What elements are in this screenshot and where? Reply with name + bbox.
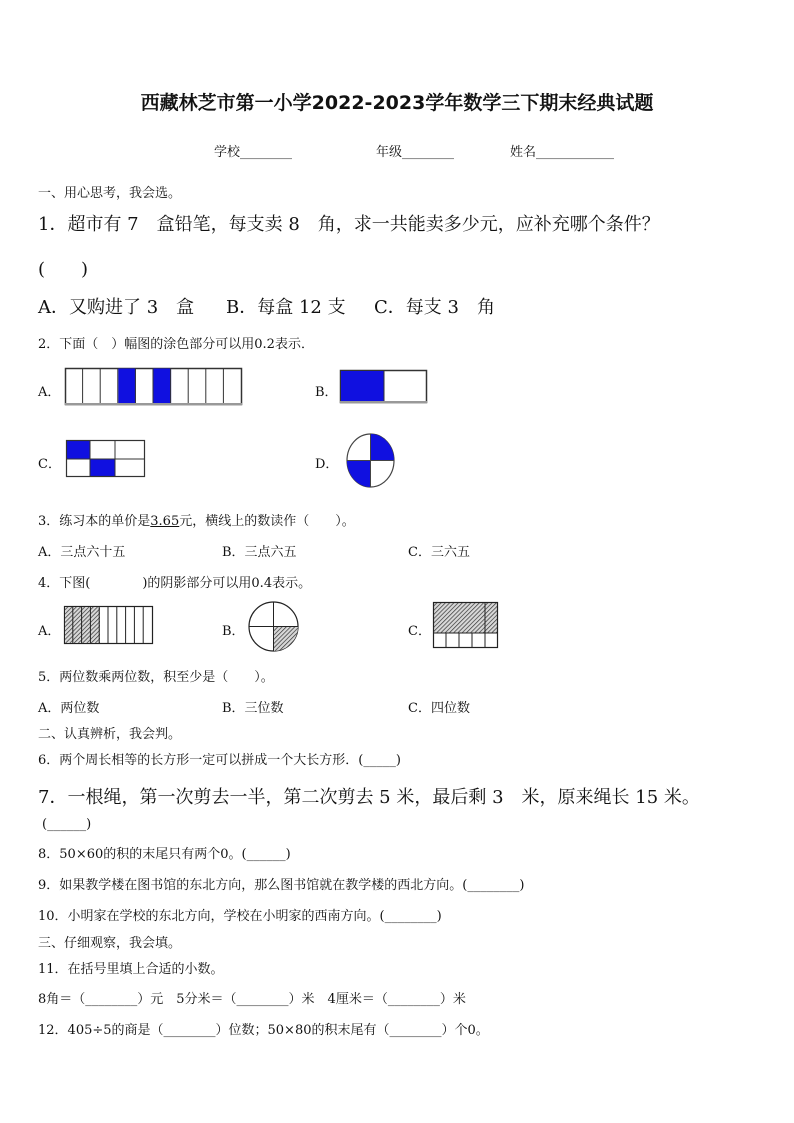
question-1-option-a: A．又购进了 3 盒: [38, 297, 195, 318]
figure-2d-circle: [346, 433, 396, 489]
question-6-text: 6．两个周长相等的长方形一定可以拼成一个大长方形．(_____): [38, 753, 401, 768]
figure-4b-circle: [248, 601, 300, 653]
question-2-label-d: D．: [315, 457, 339, 472]
question-1-option-c: C．每支 3 角: [374, 297, 495, 318]
question-3-option-c: C．三六五: [408, 545, 470, 560]
question-4-label-a: A．: [38, 624, 61, 639]
question-9-text: 9．如果教学楼在图书馆的东北方向，那么图书馆就在教学楼的西北方向。(________): [38, 878, 525, 893]
question-10-text: 10．小明家在学校的东北方向，学校在小明家的西南方向。(________): [38, 909, 442, 924]
grade-field-label: 年级________: [376, 145, 455, 160]
question-3-underlined-value: 3.65: [150, 514, 180, 529]
school-field-label: 学校________: [214, 145, 293, 160]
figure-4a-strip: [64, 606, 154, 646]
question-2-label-c: C．: [38, 457, 61, 472]
question-4-label-c: C．: [408, 624, 431, 639]
figure-2a-ten-strip: [65, 368, 243, 406]
question-1-option-b: B．每盒 12 支: [226, 297, 346, 318]
question-3-text-pre: 3．练习本的单价是: [38, 514, 151, 529]
figure-4c-grid: [433, 602, 499, 650]
section-heading-1: 一、用心思考，我会选。: [38, 186, 182, 201]
figure-2b-half-bar: [340, 370, 428, 404]
question-11-fill-line: 8角＝（________）元 5分米＝（________）米 4厘米＝（________）米: [38, 992, 466, 1007]
name-field-label: 姓名____________: [510, 145, 615, 160]
section-heading-2: 二、认真辨析，我会判。: [38, 727, 182, 742]
question-4-label-b: B．: [222, 624, 245, 639]
section-heading-3: 三、仔细观察，我会填。: [38, 936, 182, 951]
question-1-text: 1．超市有 7 盒铅笔，每支卖 8 角，求一共能卖多少元，应补充哪个条件？: [38, 214, 660, 235]
question-3-option-b: B．三点六五: [222, 545, 297, 560]
question-2-label-b: B．: [315, 385, 338, 400]
page-title: 西藏林芝市第一小学2022-2023学年数学三下期末经典试题: [140, 92, 654, 114]
figure-2c-grid: [66, 440, 146, 478]
question-2-text: 2．下面（ ）幅图的涂色部分可以用0.2表示．: [38, 337, 314, 352]
question-5-option-c: C．四位数: [408, 701, 470, 716]
question-5-option-a: A．两位数: [38, 701, 100, 716]
question-3-text: [38, 510, 355, 529]
question-4-text: 4．下图( )的阴影部分可以用0.4表示。: [38, 576, 312, 591]
question-5-text: 5．两位数乘两位数，积至少是（ ）。: [38, 670, 274, 685]
question-5-option-b: B．三位数: [222, 701, 284, 716]
question-8-text: 8．50×60的积的末尾只有两个0。(______): [38, 847, 291, 862]
question-11-text: 11．在括号里填上合适的小数。: [38, 962, 224, 977]
question-3-option-a: A．三点六十五: [38, 545, 126, 560]
question-7-text: 7．一根绳，第一次剪去一半，第二次剪去 5 米，最后剩 3 米，原来绳长 15 米。: [38, 787, 700, 808]
question-3-text-post: 元，横线上的数读作（ ）。: [179, 514, 355, 529]
question-12-text: 12．405÷5的商是（________）位数；50×80的积末尾有（________）个0。: [38, 1023, 489, 1038]
question-7-paren: (______): [42, 817, 92, 832]
question-2-label-a: A．: [38, 385, 61, 400]
question-1-paren: ( ): [38, 259, 89, 280]
